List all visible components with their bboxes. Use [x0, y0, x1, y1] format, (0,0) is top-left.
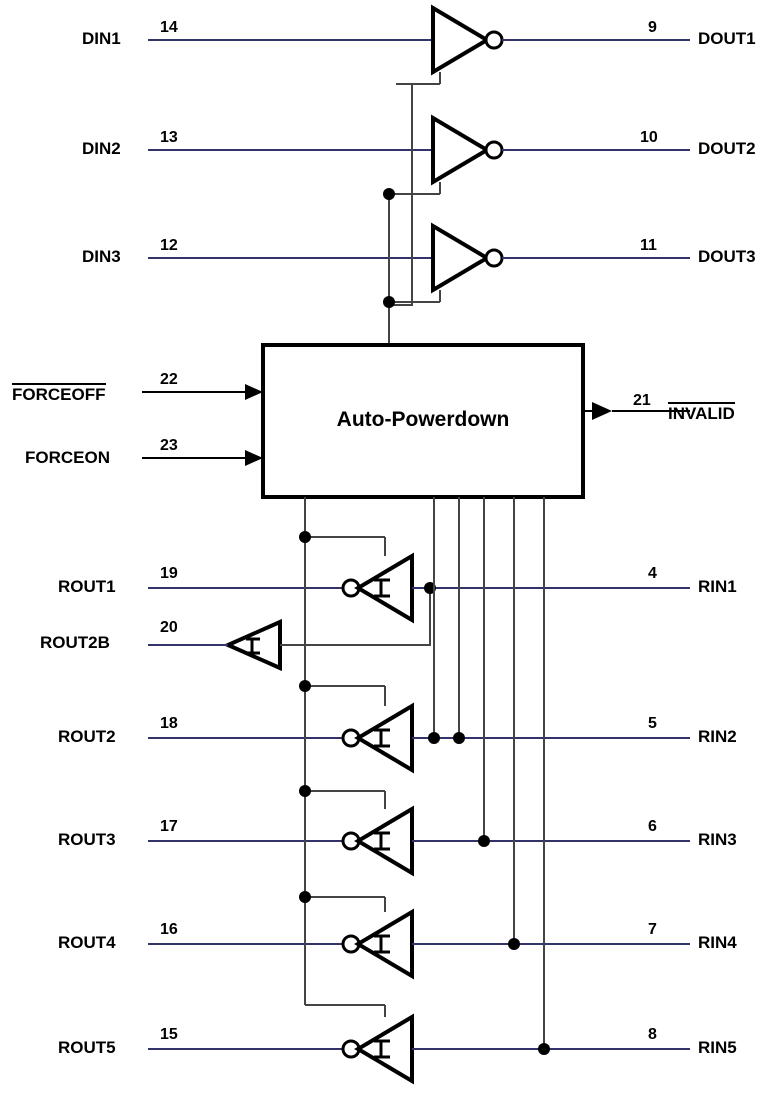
pin-number-rin2: 5 — [648, 715, 657, 732]
signal-label-rout3: ROUT3 — [58, 830, 116, 849]
pin-number-forceoff: 22 — [160, 371, 178, 388]
signal-label-dout1: DOUT1 — [698, 29, 756, 48]
pin-number-din3: 12 — [160, 237, 178, 254]
pin-number-dout1: 9 — [648, 19, 657, 36]
signal-label-rin4: RIN4 — [698, 933, 737, 952]
junction-dot-receiver2-enable — [299, 680, 311, 692]
pin-number-din1: 14 — [160, 19, 178, 36]
signal-label-rin3: RIN3 — [698, 830, 737, 849]
receiver2-schmitt-icon — [358, 706, 412, 770]
driver1-buffer-icon — [433, 8, 487, 72]
junction-dot-receiver1-enable — [299, 531, 311, 543]
pin-number-rin3: 6 — [648, 818, 657, 835]
signal-label-din3: DIN3 — [82, 247, 121, 266]
signal-label-rout4: ROUT4 — [58, 933, 116, 952]
block-title-auto-powerdown: Auto-Powerdown — [336, 408, 510, 431]
pin-number-rin5: 8 — [648, 1026, 657, 1043]
signal-label-invalid — [668, 402, 735, 422]
junction-dot-driver2-enable — [383, 188, 395, 200]
pin-number-rin1: 4 — [648, 565, 657, 582]
driver1-invert-bubble-icon — [486, 32, 502, 48]
signal-label-rout2: ROUT2 — [58, 727, 116, 746]
receiver5-schmitt-icon — [358, 1017, 412, 1081]
signal-label-forceoff — [12, 383, 106, 403]
junction-dot-receiver4-enable — [299, 891, 311, 903]
pin-number-rout2: 18 — [160, 715, 178, 732]
junction-dot-rin4 — [508, 938, 520, 950]
junction-dot-driver3-enable — [383, 296, 395, 308]
junction-dot-rin3 — [478, 835, 490, 847]
arrow-forceon-icon — [245, 450, 263, 466]
junction-dot-rin5 — [538, 1043, 550, 1055]
driver2-invert-bubble-icon — [486, 142, 502, 158]
junction-dot-rin2 — [428, 732, 440, 744]
forceoff-overline-text: FORCEOFF — [12, 385, 106, 404]
signal-label-din1: DIN1 — [82, 29, 121, 48]
receiver3-schmitt-icon — [358, 809, 412, 873]
signal-label-rin5: RIN5 — [698, 1038, 737, 1057]
pin-number-rout1: 19 — [160, 565, 178, 582]
pin-number-invalid: 21 — [633, 392, 651, 409]
pin-number-rout2b: 20 — [160, 619, 178, 636]
pin-number-dout3: 11 — [640, 237, 657, 254]
pin-number-rout3: 17 — [160, 818, 178, 835]
receiver4-schmitt-icon — [358, 912, 412, 976]
signal-label-rout5: ROUT5 — [58, 1038, 116, 1057]
pin-number-din2: 13 — [160, 129, 178, 146]
signal-label-din2: DIN2 — [82, 139, 121, 158]
invalid-overline-text: INVALID — [668, 404, 735, 423]
receiver1-schmitt-icon — [358, 556, 412, 620]
junction-dot-rin2b — [453, 732, 465, 744]
signal-label-rout1: ROUT1 — [58, 577, 116, 596]
driver2-buffer-icon — [433, 118, 487, 182]
signal-label-dout2: DOUT2 — [698, 139, 756, 158]
signal-label-rin1: RIN1 — [698, 577, 737, 596]
pin-number-dout2: 10 — [640, 129, 658, 146]
signal-label-rin2: RIN2 — [698, 727, 737, 746]
junction-dot-receiver3-enable — [299, 785, 311, 797]
signal-label-forceon: FORCEON — [25, 448, 110, 467]
arrow-forceoff-icon — [245, 384, 263, 400]
pin-number-rout4: 16 — [160, 921, 178, 938]
signal-label-rout2b: ROUT2B — [40, 633, 110, 652]
pin-number-rin4: 7 — [648, 921, 657, 938]
rout2b-schmitt-icon — [228, 622, 280, 668]
pin-number-rout5: 15 — [160, 1026, 178, 1043]
arrow-invalid-icon — [592, 402, 612, 420]
driver3-invert-bubble-icon — [486, 250, 502, 266]
pin-number-forceon: 23 — [160, 437, 178, 454]
signal-label-dout3: DOUT3 — [698, 247, 756, 266]
driver3-buffer-icon — [433, 226, 487, 290]
